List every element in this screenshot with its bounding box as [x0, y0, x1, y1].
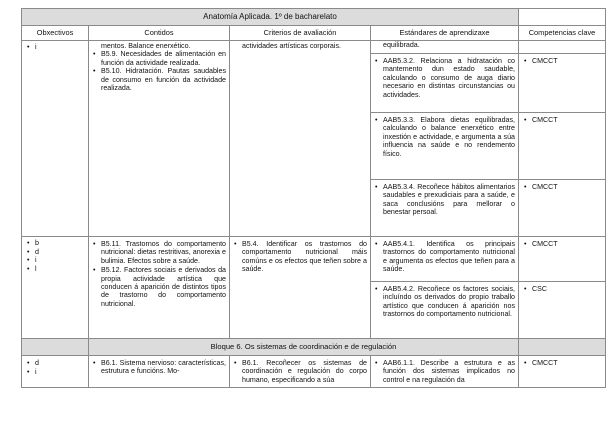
- standard-item: • AAB5.3.3. Elabora dietas equilibradas, calculando o balance enerxético entre inxestión e actividade, e argumenta a súa influencia na saúde e no rendemento físico.: [374, 116, 515, 158]
- objectives-cell: [22, 41, 89, 237]
- column-header-criteria: Criterios de avaliación: [230, 26, 371, 41]
- objective-item: • l: [26, 265, 88, 274]
- standard-item: • AAB6.1.1. Describe a estrutura e as función dos sistemas implicados no control e na regulación da: [374, 359, 515, 384]
- standard-cell: [371, 180, 519, 237]
- block-title-row: [22, 339, 606, 356]
- contents-cell: [89, 237, 230, 339]
- criteria-cell: [230, 41, 371, 237]
- table-row: [22, 41, 606, 54]
- competence-cell: [519, 237, 606, 282]
- standard-item: • AAB5.3.4. Recoñece hábitos alimentarios saudables e prexudiciais para a saúde, e saca conclusións para mellorar o benestar persoal.: [374, 183, 515, 217]
- standard-cell: [371, 41, 519, 54]
- content-item: • B5.12. Factores sociais e derivados da propia actividade artística que conducen á aparición de distintos tipos de trastorno do comportamento nutricional.: [92, 266, 226, 308]
- contents-cell: [89, 41, 230, 237]
- competence-item: • CMCCT: [523, 240, 605, 248]
- competence-cell: [519, 356, 606, 388]
- criteria-item: • B6.1. Recoñecer os sistemas de coordinación e regulación do corpo humano, especificando a súa: [233, 359, 367, 384]
- objectives-cell: [22, 237, 89, 339]
- content-item: • B5.10. Hidratación. Pautas saudables de consumo en función da actividade realizada.: [92, 67, 226, 92]
- column-header-competences: Competencias clave: [519, 26, 606, 41]
- column-header-standards: Estándares de aprendizaxe: [371, 26, 519, 41]
- criteria-cell: [230, 356, 371, 388]
- objective-item: • i: [26, 256, 88, 265]
- content-item: • B6.1. Sistema nervioso: características, estrutura e funcións. Mo-: [92, 359, 226, 376]
- curriculum-page: [21, 8, 605, 388]
- competence-cell: [519, 113, 606, 180]
- criteria-continuation: actividades artísticas corporais.: [242, 42, 341, 50]
- standard-continuation: equilibrada.: [383, 41, 420, 49]
- standard-item: • AAB5.4.1. Identifica os principais trastornos do comportamento nutricional e argumenta os efectos que teñen para a saúde.: [374, 240, 515, 274]
- table-title-blank: [519, 9, 606, 26]
- standard-cell: [371, 54, 519, 113]
- criteria-cell: [230, 237, 371, 339]
- contents-cell: [89, 356, 230, 388]
- content-item: • B5.9. Necesidades de alimentación en función da actividade realizada.: [92, 50, 226, 67]
- objective-item: • i: [26, 43, 88, 52]
- competence-item: • CMCCT: [523, 116, 605, 124]
- objective-item: • b: [26, 239, 88, 248]
- competence-item: • CMCCT: [523, 183, 605, 191]
- competence-item: • CMCCT: [523, 57, 605, 65]
- competence-cell: [519, 282, 606, 339]
- table-title: Anatomía Aplicada. 1º de bacharelato: [22, 9, 519, 26]
- competence-cell: [519, 41, 606, 54]
- curriculum-table: [21, 8, 606, 388]
- table-title-row: [22, 9, 606, 26]
- standard-cell: [371, 113, 519, 180]
- competence-cell: [519, 54, 606, 113]
- standard-cell: [371, 237, 519, 282]
- competence-cell: [519, 180, 606, 237]
- objective-item: • d: [26, 359, 88, 368]
- standard-cell: [371, 356, 519, 388]
- column-header-row: [22, 26, 606, 41]
- column-header-contents: Contidos: [89, 26, 230, 41]
- objective-item: • i: [26, 368, 88, 377]
- block-title-blank: [519, 339, 606, 356]
- table-row: [22, 356, 606, 388]
- standard-item: • AAB5.3.2. Relaciona a hidratación co mantemento dun estado saudable, calculando o consumo de auga diario necesario en distintas circunstancias ou actividades.: [374, 57, 515, 99]
- content-item: • B5.11. Trastornos do comportamento nutricional: dietas restritivas, anorexia e bulimia. Efectos sobre a saúde.: [92, 240, 226, 265]
- content-continuation: mentos. Balance enerxético.: [101, 42, 191, 50]
- standard-item: • AAB5.4.2. Recoñece os factores sociais, incluíndo os derivados do propio traballo artístico que conducen á aparición nos trastornos do comportamento nutricional.: [374, 285, 515, 319]
- criteria-item: • B5.4. Identificar os trastornos do comportamento nutricional máis comúns e os efectos que teñen sobre a saúde.: [233, 240, 367, 274]
- objectives-cell: [22, 356, 89, 388]
- standard-cell: [371, 282, 519, 339]
- table-row: [22, 237, 606, 282]
- competence-item: • CMCCT: [523, 359, 605, 367]
- column-header-objectives: Obxectivos: [22, 26, 89, 41]
- competence-item: • CSC: [523, 285, 605, 293]
- block-title-blank: [22, 339, 89, 356]
- objective-item: • d: [26, 248, 88, 257]
- block-title: Bloque 6. Os sistemas de coordinación e de regulación: [89, 339, 519, 356]
